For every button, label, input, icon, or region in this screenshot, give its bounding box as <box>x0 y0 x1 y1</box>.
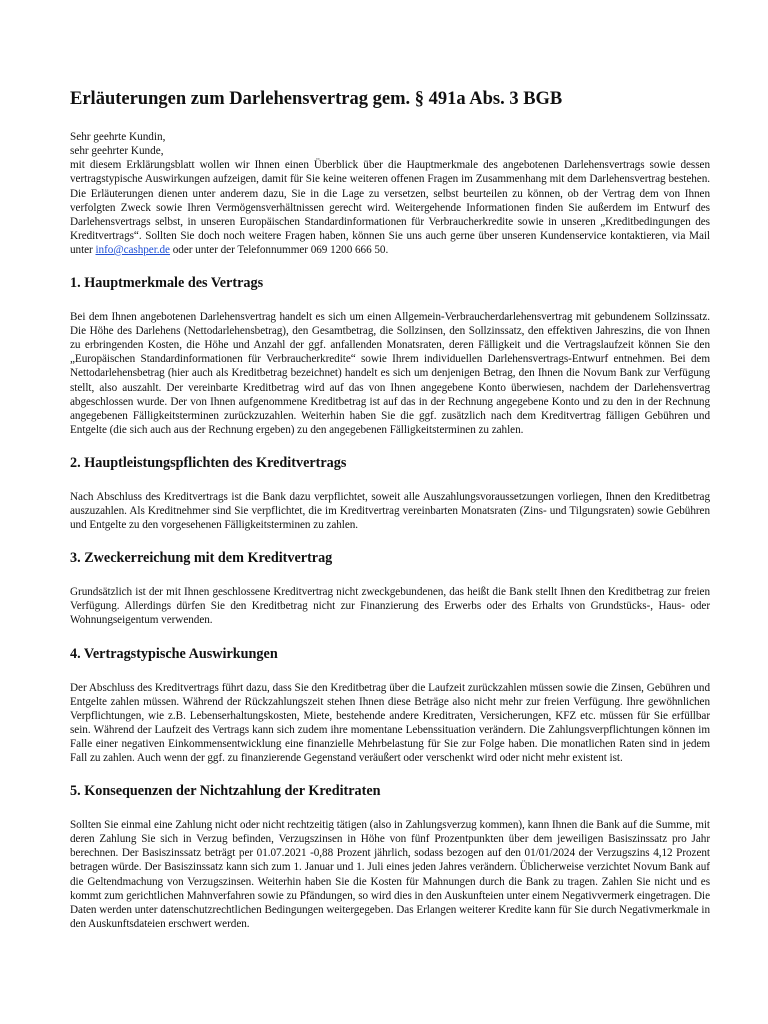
section-3-heading: 3. Zweckerreichung mit dem Kreditvertrag <box>70 550 333 567</box>
section-5-heading: 5. Konsequenzen der Nichtzahlung der Kreditraten <box>70 783 381 800</box>
section-2-heading: 2. Hauptleistungspflichten des Kreditvertrags <box>70 454 347 471</box>
section-3-text: Grundsätzlich ist der mit Ihnen geschlossene Kreditvertrag nicht zweckgebundenen, das heißt die Bank stellt Ihnen den Kreditbetrag zur freien Verfügung. Allerdings dürfen Sie den Kreditbetrag nicht zur Finanzierung des Erwerbs oder des Erhalts von Grundstücks-, Haus- oder Wohnungseigentum verwenden. <box>70 586 710 627</box>
intro-text: mit diesem Erklärungsblatt wollen wir Ihnen einen Überblick über die Hauptmerkmale des angebotenen Darlehensvertrags sowie dessen vertragstypische Auswirkungen aufzeigen, damit für Sie keine weiteren offenen Fragen im Zusammenhang mit dem Darlehensvertrag bestehen. Die Erläuterungen dienen unter anderem dazu, Sie in die Lage zu versetzen, selbst beurteilen zu können, ob der Vertrag dem von Ihnen verfolgten Zweck sowie Ihren Vermögensverhältnissen gerecht wird. Weitergehende Informationen finden Sie außerdem im Entwurf des Darlehensvertrags selbst, in unseren Europäischen Standardinformationen für Verbraucherkredite sowie in unseren „Kreditbedingungen des Kreditvertrags“. Sollten Sie doch noch weitere Fragen haben, können Sie uns auch gerne über unseren Kundenservice kontaktieren, via Mail unter <box>70 159 710 256</box>
document-page <box>70 88 710 931</box>
section-2-text: Nach Abschluss des Kreditvertrags ist die Bank dazu verpflichtet, soweit alle Auszahlungsvoraussetzungen vorliegen, Ihnen den Kreditbetrag auszuzahlen. Als Kreditnehmer sind Sie verpflichtet, die im Kreditvertrag vereinbarten Monatsraten (Zins- und Tilgungsraten) sowie Gebühren und Entgelte zu den vorgesehenen Fälligkeitsterminen zu zahlen. <box>70 490 710 532</box>
intro-paragraph <box>70 158 710 257</box>
salutation-1: Sehr geehrte Kundin, <box>70 131 166 144</box>
document-title: Erläuterungen zum Darlehensvertrag gem. § 491a Abs. 3 BGB <box>70 89 563 109</box>
section-5-text: Sollten Sie einmal eine Zahlung nicht oder nicht rechtzeitig tätigen (also in Zahlungsverzug kommen), kann Ihnen die Bank auf die Summe, mit deren Zahlung Sie sich in Verzug befinden, Verzugszinsen in Höhe von fünf Prozentpunkten über dem jeweiligen Basiszinssatz pro Jahr berechnen. Der Basiszinssatz beträgt per 01.07.2021 -0,88 Prozent jährlich, sodass bezogen auf den 01/01/2024 der Verzugszins 4,12 Prozent betragen würde. Der Basiszinssatz kann sich zum 1. Januar und 1. Juli eines jeden Jahres verändern. Üblicherweise verzichtet Novum Bank auf die Geltendmachung von Verzugszinsen. Weiterhin haben Sie die Kosten für Mahnungen durch die Bank zu tragen. Zahlen Sie nicht und es kommt zum gerichtlichen Mahnverfahren sowie zu Pfändungen, so wird dies in den Auskunfteien unter einem Negativvermerk eingetragen. Die Daten werden unter datenschutzrechtlichen Bedingungen weitergegeben. Das Erlangen weiterer Kredite kann für Sie durch Negativmerkmale in den Auskunftsdateien erschwert werden. <box>70 819 710 930</box>
salutation-2: sehr geehrter Kunde, <box>70 145 164 158</box>
section-1-heading: 1. Hauptmerkmale des Vertrags <box>70 275 264 292</box>
section-1-text: Bei dem Ihnen angebotenen Darlehensvertrag handelt es sich um einen Allgemein-Verbraucherdarlehensvertrag mit gebundenem Sollzinssatz. Die Höhe des Darlehens (Nettodarlehensbetrag), den Gesamtbetrag, die Sollzinsen, den Sollzinssatz, den effektiven Jahreszins, die von Ihnen zu erbringenden Kosten, die Höhe und Anzahl der ggf. anfallenden Monatsraten, deren Fälligkeit und die Vertragslaufzeit können Sie den „Europäischen Standardinformationen für Verbraucherkredite“ sowie Ihrem individuellen Darlehensvertrags-Entwurf entnehmen. Bei dem Nettodarlehensbetrag (hier auch als Kreditbetrag bezeichnet) handelt es sich um denjenigen Betrag, den Ihnen die Novum Bank zur Verfügung stellt, also auszahlt. Der vereinbarte Kreditbetrag wird auf das von Ihnen angegebene Konto überwiesen, nachdem der Darlehensvertrag abgeschlossen wurde. Der von Ihnen aufgenommene Kreditbetrag ist auf das in der Rechnung angegebene Konto und zu den in der Rechnung angegebenen Fälligkeitsterminen zurückzuzahlen. Weiterhin haben Sie die ggf. zusätzlich nach dem Kreditvertrag fälligen Gebühren und Entgelte (die sich auch aus der Rechnung ergeben) zu den angegebenen Fälligkeitsterminen zu zahlen. <box>70 311 710 436</box>
section-4-text: Der Abschluss des Kreditvertrags führt dazu, dass Sie den Kreditbetrag über die Laufzeit zurückzahlen müssen sowie die Zinsen, Gebühren und Entgelte zahlen müssen. Während der Rückzahlungszeit stehen Ihnen diese Beträge also nicht mehr zur freien Verfügung. Ihre gewöhnlichen Verpflichtungen, wie z.B. Lebenserhaltungskosten, Miete, bestehende andere Kreditraten, Versicherungen, KFZ etc. müssen für Sie erfüllbar sein. Während der Laufzeit des Vertrags kann sich zudem ihre momentane Lebenssituation verändern. Die Zahlungsverpflichtungen können im Falle einer negativen Einkommensentwicklung eine finanzielle Mehrbelastung für Sie zur Folge haben. Die monatlichen Raten sind in jedem Fall zu zahlen. Auch wenn der ggf. zu finanzierende Gegenstand veräußert oder verschenkt wird oder nicht mehr existent ist. <box>70 681 710 765</box>
intro-tail: oder unter der Telefonnummer 069 1200 666 50. <box>169 243 389 256</box>
section-4-heading: 4. Vertragstypische Auswirkungen <box>70 645 278 662</box>
email-link[interactable]: info@cashper.de <box>95 243 170 256</box>
